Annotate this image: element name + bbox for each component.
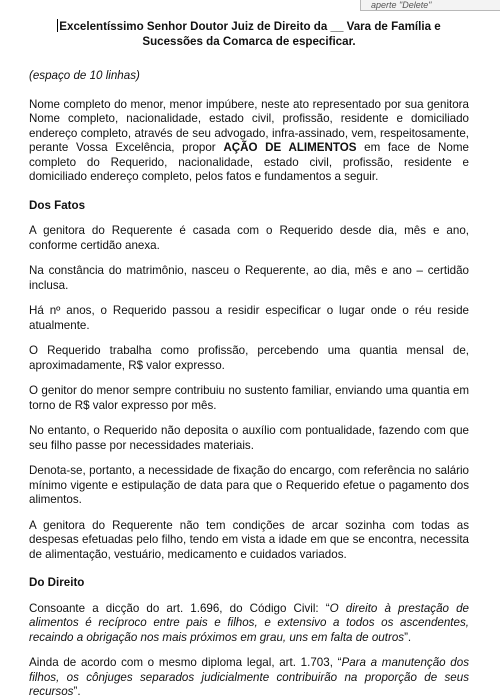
section-heading-direito: Do Direito [29,576,85,589]
direito-text-end: ”. [404,630,412,644]
fatos-paragraph: Denota-se, portanto, a necessidade de fixação do encargo, com referência no salário mínimo vigente e estipulação de data para que o Requerido efetue o pagamento dos alimentos. [29,464,469,506]
intro-text-start: Nome completo do menor, menor impúbere, neste ato representado por sua genitora Nome completo, nacionalidade, estado civil, profissão, residente e domiciliado endereço completo, através de seu advogado, infra-assinado, vem, respeitosamente, perante Vossa Excelência, propor [29,97,469,154]
direito-paragraph [29,602,469,646]
petition-title [29,19,469,49]
fatos-paragraph: O Requerido trabalha como profissão, percebendo uma quantia mensal de, aproximadamente, R$ valor expresso. [29,344,469,372]
legal-quote: Para a manutenção dos filhos, os cônjuges separados judicialmente contribuirão na proporção de seus recursos [29,656,469,698]
document-body[interactable] [29,19,469,700]
fatos-paragraph: No entanto, o Requerido não deposita o auxílio com pontualidade, fazendo com que seu filho passe por necessidades materiais. [29,424,469,452]
direito-text: Consoante a dicção do art. 1.696, do Código Civil: “ [29,601,330,615]
action-name: AÇÃO DE ALIMENTOS [223,141,357,154]
direito-text-end: ”. [73,685,81,698]
fatos-paragraph: A genitora do Requerente é casada com o Requerido desde dia, mês e ano, conforme certidão anexa. [29,224,469,252]
fatos-paragraph: Há nº anos, o Requerido passou a residir especificar o lugar onde o réu reside atualmente. [29,304,469,332]
intro-paragraph [29,98,469,185]
fatos-paragraph: A genitora do Requerente não tem condições de arcar sozinha com todas as despesas efetuadas pelo filho, tendo em vista a idade em que se encontra, necessita de alimentação, vestuário, medicamento e cuidados variados. [29,518,469,561]
space-note: (espaço de 10 linhas) [29,69,140,82]
direito-paragraph [29,656,469,700]
section-heading-fatos: Dos Fatos [29,198,86,212]
fatos-paragraph: Na constância do matrimônio, nasceu o Requerente, ao dia, mês e ano – certidão inclusa. [29,264,469,292]
delete-hint-tooltip: aperte "Delete" [360,0,500,11]
legal-quote: O direito à prestação de alimentos é recíproco entre pais e filhos, e extensivo a todos os ascendentes, recaindo a obrigação nos mais próximos em grau, uns em falta de outros [29,601,469,644]
fatos-paragraph: O genitor do menor sempre contribuiu no sustento familiar, enviando uma quantia em torno de R$ valor expresso por mês. [29,384,469,412]
petition-title-text: Excelentíssimo Senhor Doutor Juiz de Direito da __ Vara de Família e Sucessões da Comarca de especificar. [59,20,441,48]
direito-text: Ainda de acordo com o mesmo diploma legal, art. 1.703, “ [29,656,342,669]
intro-text-end: em face de Nome completo do Requerido, nacionalidade, estado civil, profissão, residente e domiciliado endereço completo, pelos fatos e fundamentos a seguir. [29,141,469,183]
